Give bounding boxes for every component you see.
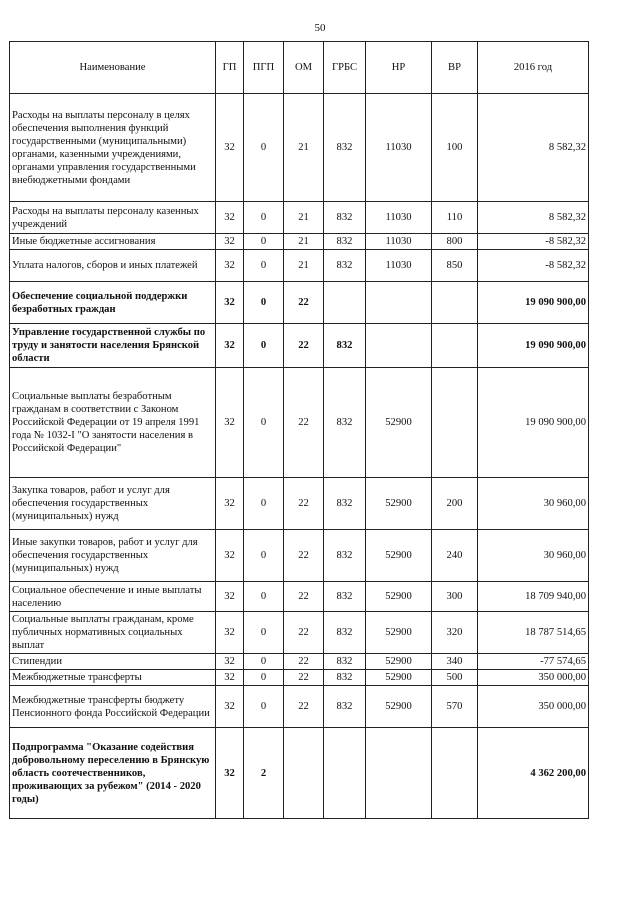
cell-name: Расходы на выплаты персоналу в целях обеспечения выполнения функций государственными (муниципальными) органами, казенными учреждениями, органами управления государственными внебюджетными фондами [10,94,216,202]
cell-amount: -8 582,32 [478,234,589,250]
cell-gp: 32 [216,234,244,250]
cell-pgp: 0 [244,234,284,250]
cell-nr: 52900 [366,686,432,728]
cell-vr: 570 [432,686,478,728]
cell-grbs: 832 [324,530,366,582]
cell-amount: 19 090 900,00 [478,324,589,368]
cell-om: 21 [284,94,324,202]
cell-nr: 11030 [366,250,432,282]
cell-grbs: 832 [324,670,366,686]
cell-name: Расходы на выплаты персоналу казенных учреждений [10,202,216,234]
header-nr: НР [366,42,432,94]
cell-nr: 52900 [366,530,432,582]
cell-name: Социальные выплаты гражданам, кроме публичных нормативных социальных выплат [10,612,216,654]
cell-om: 21 [284,234,324,250]
cell-om: 22 [284,282,324,324]
cell-grbs: 832 [324,202,366,234]
cell-pgp: 0 [244,282,284,324]
table-row [10,686,589,728]
cell-amount: 18 787 514,65 [478,612,589,654]
cell-pgp: 0 [244,250,284,282]
cell-om: 22 [284,324,324,368]
cell-om: 22 [284,686,324,728]
cell-amount: 8 582,32 [478,202,589,234]
cell-vr: 110 [432,202,478,234]
cell-grbs: 832 [324,478,366,530]
cell-nr: 52900 [366,670,432,686]
cell-pgp: 0 [244,686,284,728]
cell-name: Межбюджетные трансферты [10,670,216,686]
cell-gp: 32 [216,654,244,670]
cell-amount: 19 090 900,00 [478,368,589,478]
table-row [10,728,589,819]
page-number: 50 [314,22,326,34]
cell-vr: 500 [432,670,478,686]
header-row [10,42,589,94]
cell-grbs: 832 [324,94,366,202]
cell-amount: 350 000,00 [478,670,589,686]
cell-vr [432,728,478,819]
cell-grbs [324,728,366,819]
cell-vr: 300 [432,582,478,612]
table-row [10,478,589,530]
cell-om: 22 [284,582,324,612]
cell-amount: -77 574,65 [478,654,589,670]
cell-om: 22 [284,654,324,670]
budget-table [9,41,589,819]
cell-name: Иные закупки товаров, работ и услуг для обеспечения государственных (муниципальных) нужд [10,530,216,582]
cell-gp: 32 [216,368,244,478]
cell-grbs: 832 [324,612,366,654]
cell-vr: 200 [432,478,478,530]
header-name: Наименование [10,42,216,94]
cell-grbs: 832 [324,654,366,670]
header-gp: ГП [216,42,244,94]
cell-gp: 32 [216,202,244,234]
cell-nr: 52900 [366,478,432,530]
cell-amount: 8 582,32 [478,94,589,202]
table-row [10,670,589,686]
cell-grbs: 832 [324,582,366,612]
table-row [10,202,589,234]
cell-vr: 240 [432,530,478,582]
cell-amount: 18 709 940,00 [478,582,589,612]
header-pgp: ПГП [244,42,284,94]
cell-gp: 32 [216,686,244,728]
cell-om: 22 [284,478,324,530]
cell-vr [432,282,478,324]
header-grbs: ГРБС [324,42,366,94]
table-row [10,368,589,478]
cell-name: Управление государственной службы по труду и занятости населения Брянской области [10,324,216,368]
cell-gp: 32 [216,530,244,582]
cell-amount: 350 000,00 [478,686,589,728]
cell-om: 22 [284,530,324,582]
cell-pgp: 0 [244,654,284,670]
header-om: ОМ [284,42,324,94]
header-vr: ВР [432,42,478,94]
cell-nr: 52900 [366,368,432,478]
table-row [10,324,589,368]
table-row [10,654,589,670]
table-row [10,250,589,282]
cell-nr: 11030 [366,202,432,234]
table-row [10,282,589,324]
table-row [10,94,589,202]
cell-om: 22 [284,670,324,686]
cell-gp: 32 [216,282,244,324]
cell-pgp: 0 [244,612,284,654]
cell-om: 21 [284,202,324,234]
cell-om: 21 [284,250,324,282]
cell-gp: 32 [216,670,244,686]
cell-nr [366,728,432,819]
cell-name: Иные бюджетные ассигнования [10,234,216,250]
cell-amount: 4 362 200,00 [478,728,589,819]
cell-name: Обеспечение социальной поддержки безработных граждан [10,282,216,324]
table-row [10,612,589,654]
cell-nr: 52900 [366,654,432,670]
cell-vr: 850 [432,250,478,282]
cell-name: Подпрограмма "Оказание содействия добровольному переселению в Брянскую область соотечественников, проживающих за рубежом" (2014 - 2020 годы) [10,728,216,819]
cell-pgp: 0 [244,582,284,612]
cell-vr: 800 [432,234,478,250]
cell-nr: 52900 [366,612,432,654]
cell-vr [432,324,478,368]
cell-vr: 340 [432,654,478,670]
cell-vr: 320 [432,612,478,654]
header-year: 2016 год [478,42,589,94]
cell-nr: 11030 [366,94,432,202]
cell-pgp: 2 [244,728,284,819]
cell-vr: 100 [432,94,478,202]
cell-grbs [324,282,366,324]
cell-nr [366,282,432,324]
cell-gp: 32 [216,324,244,368]
cell-nr: 11030 [366,234,432,250]
cell-om: 22 [284,612,324,654]
cell-pgp: 0 [244,324,284,368]
cell-name: Социальное обеспечение и иные выплаты населению [10,582,216,612]
cell-grbs: 832 [324,250,366,282]
cell-nr [366,324,432,368]
cell-amount: 30 960,00 [478,478,589,530]
cell-pgp: 0 [244,202,284,234]
cell-pgp: 0 [244,94,284,202]
table-row [10,582,589,612]
cell-om: 22 [284,368,324,478]
cell-gp: 32 [216,250,244,282]
cell-nr: 52900 [366,582,432,612]
cell-grbs: 832 [324,368,366,478]
cell-amount: 19 090 900,00 [478,282,589,324]
cell-pgp: 0 [244,478,284,530]
cell-pgp: 0 [244,530,284,582]
cell-name: Стипендии [10,654,216,670]
cell-amount: 30 960,00 [478,530,589,582]
cell-gp: 32 [216,582,244,612]
cell-gp: 32 [216,728,244,819]
cell-grbs: 832 [324,234,366,250]
table-row [10,530,589,582]
cell-gp: 32 [216,94,244,202]
cell-pgp: 0 [244,670,284,686]
cell-pgp: 0 [244,368,284,478]
cell-grbs: 832 [324,324,366,368]
cell-name: Социальные выплаты безработным гражданам в соответствии с Законом Российской Федерации от 19 апреля 1991 года № 1032-I "О занятости населения в Российской Федерации" [10,368,216,478]
cell-gp: 32 [216,478,244,530]
cell-amount: -8 582,32 [478,250,589,282]
cell-name: Уплата налогов, сборов и иных платежей [10,250,216,282]
cell-vr [432,368,478,478]
table-row [10,234,589,250]
cell-gp: 32 [216,612,244,654]
cell-name: Межбюджетные трансферты бюджету Пенсионного фонда Российской Федерации [10,686,216,728]
cell-name: Закупка товаров, работ и услуг для обеспечения государственных (муниципальных) нужд [10,478,216,530]
cell-grbs: 832 [324,686,366,728]
cell-om [284,728,324,819]
